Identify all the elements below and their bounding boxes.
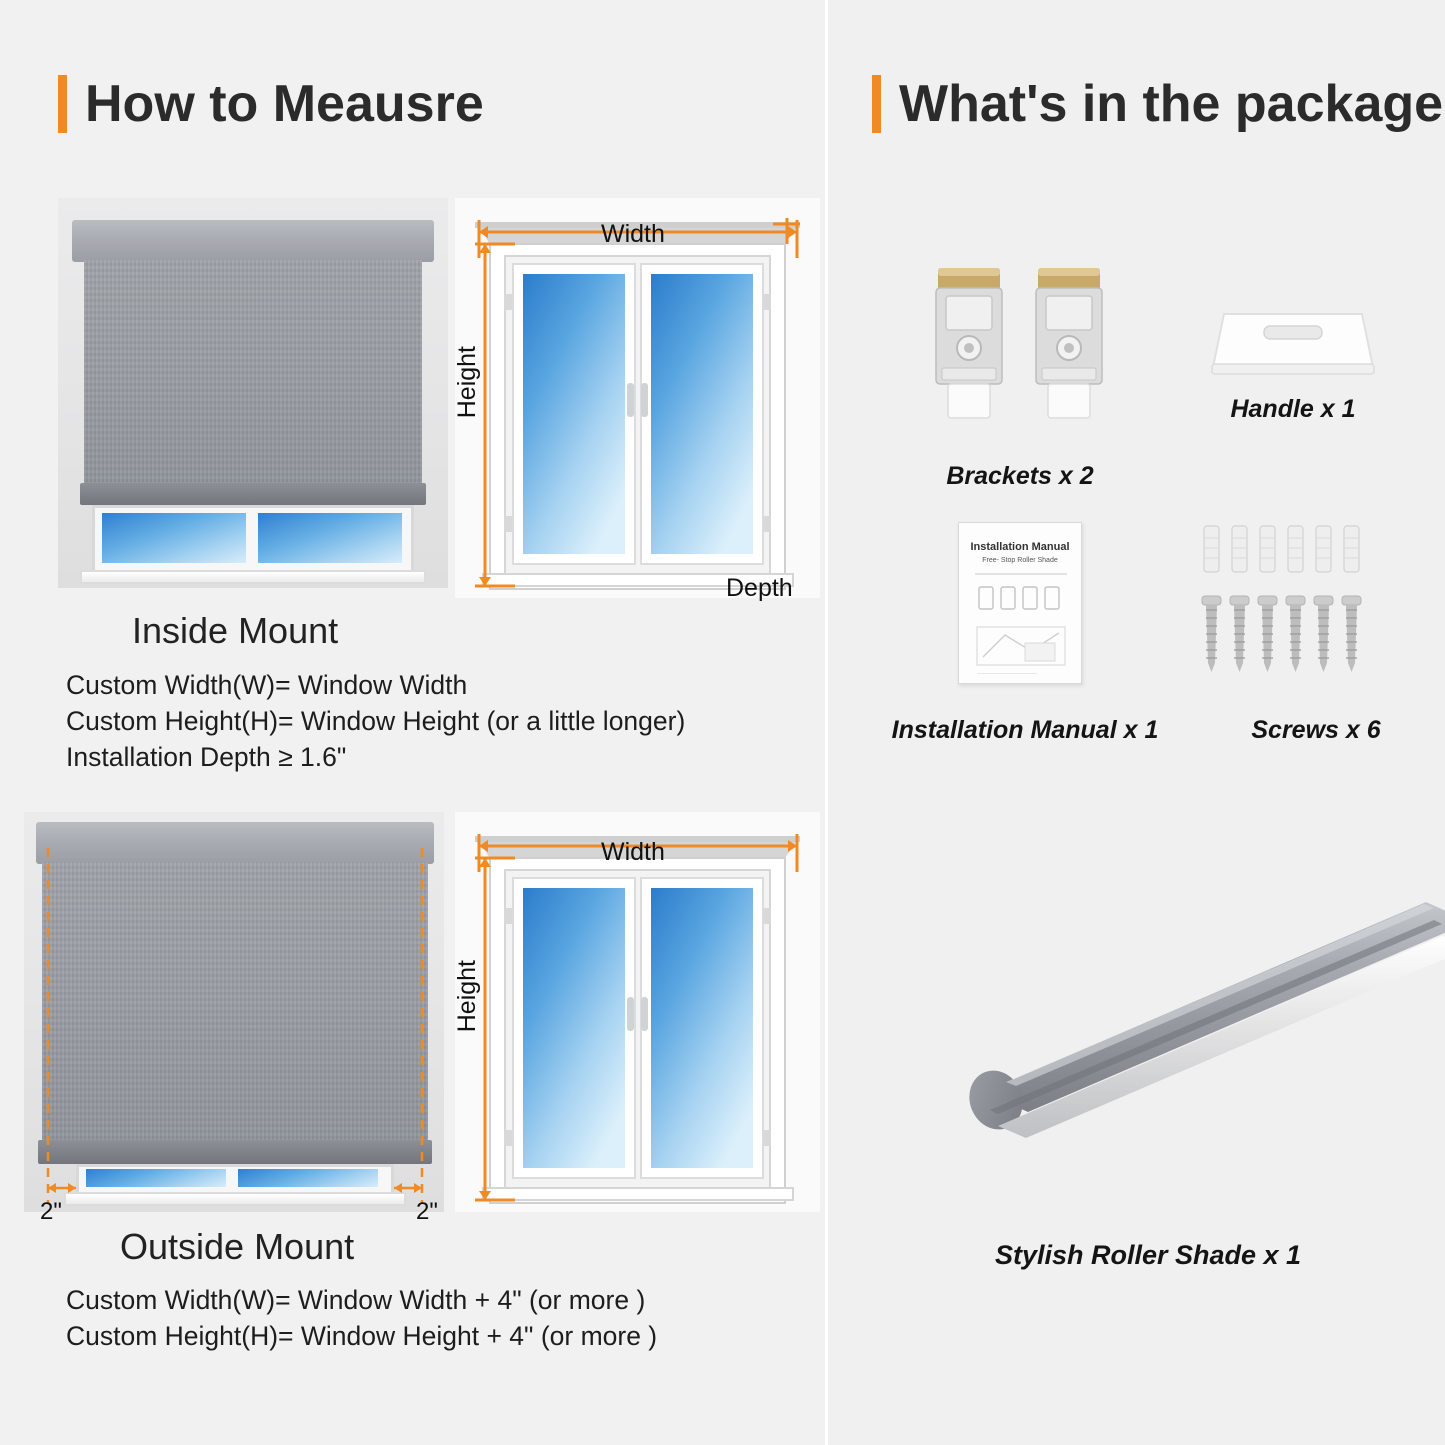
shade-fabric bbox=[84, 260, 422, 485]
roller-shade-image bbox=[914, 860, 1445, 1200]
manual-cover-subtitle: Free- Stop Roller Shade bbox=[982, 557, 1058, 564]
inside-spec-3: Installation Depth ≥ 1.6" bbox=[66, 742, 347, 772]
window-glass-right bbox=[258, 513, 402, 563]
handle-image bbox=[1198, 300, 1388, 390]
outside-overhang-guides bbox=[24, 812, 444, 1262]
window-sill bbox=[80, 570, 426, 584]
installation-manual-caption: Installation Manual x 1 bbox=[891, 716, 1159, 744]
screws-image bbox=[1196, 520, 1386, 690]
brackets-caption: Brackets x 2 bbox=[946, 462, 1094, 490]
how-to-measure-heading bbox=[58, 74, 484, 134]
accent-bar-2 bbox=[872, 75, 881, 133]
accent-bar bbox=[58, 75, 67, 133]
inside-spec-1: Custom Width(W)= Window Width bbox=[66, 670, 468, 700]
bottom-rail bbox=[80, 483, 426, 505]
inside-depth-label: Depth bbox=[726, 574, 793, 602]
installation-manual-image bbox=[958, 522, 1082, 684]
outside-spec-1: Custom Width(W)= Window Width + 4" (or more ) bbox=[66, 1285, 646, 1315]
outside-mount-diagram-svg bbox=[455, 812, 820, 1212]
valance bbox=[72, 220, 434, 262]
outside-height-label: Height bbox=[453, 960, 481, 1033]
outside-overhang-left-label: 2" bbox=[40, 1198, 62, 1225]
inside-width-label: Width bbox=[601, 220, 665, 248]
handle-caption: Handle x 1 bbox=[1230, 395, 1356, 423]
roller-shade-caption: Stylish Roller Shade x 1 bbox=[994, 1240, 1302, 1270]
manual-cover-diagram bbox=[973, 623, 1069, 669]
manual-rule bbox=[975, 573, 1067, 575]
outside-mount-title: Outside Mount bbox=[120, 1226, 355, 1267]
outside-mount-diagram bbox=[455, 812, 820, 1212]
package-contents-panel bbox=[828, 0, 1445, 1445]
brackets-svg bbox=[926, 262, 1116, 442]
inside-mount-photo bbox=[58, 198, 448, 588]
package-heading-text: What's in the package bbox=[899, 75, 1444, 133]
inside-mount-title: Inside Mount bbox=[132, 610, 339, 651]
inside-mount-diagram-svg bbox=[455, 198, 820, 598]
inside-height-label: Height bbox=[453, 346, 481, 419]
screws-svg bbox=[1196, 520, 1386, 690]
manual-cover-glyphs bbox=[977, 581, 1065, 619]
outside-width-label: Width bbox=[601, 838, 665, 866]
heading-text: How to Meausre bbox=[85, 75, 484, 133]
window-glass-left bbox=[102, 513, 246, 563]
manual-cover-title: Installation Manual bbox=[970, 541, 1070, 553]
brackets-image bbox=[926, 262, 1116, 442]
outside-overhang-right-label: 2" bbox=[416, 1198, 438, 1225]
manual-footer-rule bbox=[977, 673, 1037, 674]
roller-shade-svg bbox=[914, 860, 1445, 1200]
inside-spec-2: Custom Height(H)= Window Height (or a little longer) bbox=[66, 706, 686, 736]
inside-mount-diagram bbox=[453, 198, 820, 602]
outside-spec-2: Custom Height(H)= Window Height + 4" (or more ) bbox=[66, 1321, 658, 1351]
package-heading bbox=[872, 74, 1443, 134]
screws-caption: Screws x 6 bbox=[1251, 716, 1381, 744]
handle-svg bbox=[1198, 300, 1388, 390]
